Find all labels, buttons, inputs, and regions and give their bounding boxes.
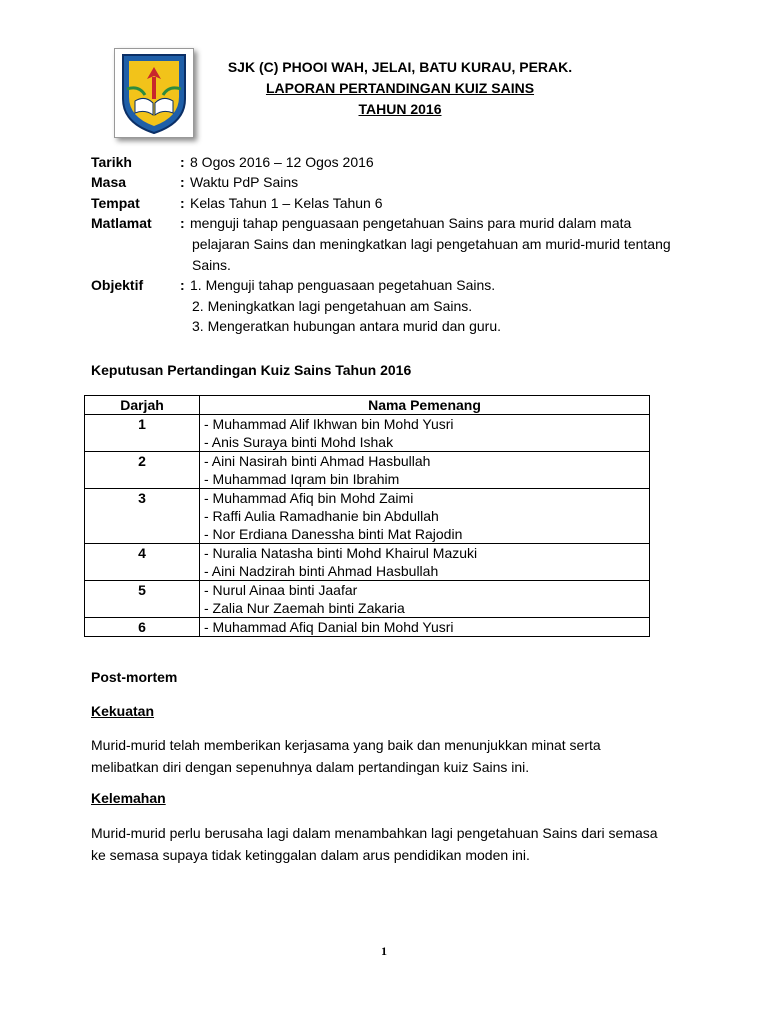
winner-name: - Anis Suraya binti Mohd Ishak [204,434,394,450]
names-cell [200,618,650,637]
colon: : [180,277,185,293]
names-cell [200,544,650,581]
postmortem-title: Post-mortem [91,669,178,685]
masa-label: Masa [91,174,127,190]
col-nama-pemenang: Nama Pemenang [200,396,650,415]
matlamat-label: Matlamat [91,215,152,231]
winner-name: - Raffi Aulia Ramadhanie bin Abdullah [204,508,439,524]
names-cell [200,581,650,618]
table-row [85,489,650,544]
winner-name: - Nor Erdiana Danessha binti Mat Rajodin [204,526,463,542]
school-logo-frame [114,48,194,138]
colon: : [180,154,185,170]
names-cell [200,452,650,489]
objektif-line-3: 3. Mengeratkan hubungan antara murid dan guru. [192,318,501,334]
darjah-cell: 1 [85,415,200,452]
kekuatan-title: Kekuatan [91,703,155,719]
tarikh-label: Tarikh [91,154,132,170]
matlamat-line-1: menguji tahap penguasaan pengetahuan Sains para murid dalam mata [190,215,632,231]
table-row [85,452,650,489]
winner-name: - Muhammad Afiq bin Mohd Zaimi [204,490,414,506]
objektif-line-1: 1. Menguji tahap penguasaan pegetahuan Sains. [190,277,496,293]
objektif-label: Objektif [91,277,144,293]
objektif-line-2: 2. Meningkatkan lagi pengetahuan am Sains. [192,298,473,314]
tempat-label: Tempat [91,195,140,211]
table-row [85,581,650,618]
kekuatan-line-1: Murid-murid telah memberikan kerjasama yang baik dan menunjukkan minat serta [91,737,601,753]
table-row [85,618,650,637]
kekuatan-line-2: melibatkan diri dengan sepenuhnya dalam pertandingan kuiz Sains ini. [91,759,530,775]
winner-name: - Nuralia Natasha binti Mohd Khairul Mazuki [204,545,478,561]
winner-name: - Nurul Ainaa binti Jaafar [204,582,358,598]
kelemahan-line-2: ke semasa supaya tidak ketinggalan dalam arus pendidikan moden ini. [91,847,530,863]
winner-name: - Muhammad Afiq Danial bin Mohd Yusri [204,619,454,635]
names-cell [200,415,650,452]
page-number: 1 [381,944,387,958]
darjah-cell: 4 [85,544,200,581]
results-title: Keputusan Pertandingan Kuiz Sains Tahun 2016 [91,362,412,378]
darjah-cell: 5 [85,581,200,618]
darjah-cell: 3 [85,489,200,544]
school-name: SJK (C) PHOOI WAH, JELAI, BATU KURAU, PERAK. [227,59,573,75]
colon: : [180,195,185,211]
winner-name: - Aini Nadzirah binti Ahmad Hasbullah [204,563,439,579]
school-crest-logo [115,49,193,137]
kelemahan-line-1: Murid-murid perlu berusaha lagi dalam menambahkan lagi pengetahuan Sains dari semasa [91,825,658,841]
darjah-cell: 6 [85,618,200,637]
tarikh-value: 8 Ogos 2016 – 12 Ogos 2016 [190,154,374,170]
winner-name: - Muhammad Alif Ikhwan bin Mohd Yusri [204,416,454,432]
winner-name: - Muhammad Iqram bin Ibrahim [204,471,400,487]
matlamat-line-3: Sains. [192,257,231,273]
darjah-cell: 2 [85,452,200,489]
col-darjah: Darjah [85,396,200,415]
winner-name: - Aini Nasirah binti Ahmad Hasbullah [204,453,431,469]
results-table [84,395,650,637]
winner-name: - Zalia Nur Zaemah binti Zakaria [204,600,405,616]
masa-value: Waktu PdP Sains [190,174,299,190]
table-header-row [85,396,650,415]
kelemahan-title: Kelemahan [91,790,166,806]
matlamat-line-2: pelajaran Sains dan meningkatkan lagi pengetahuan am murid-murid tentang [192,236,671,252]
report-year: TAHUN 2016 [358,101,442,117]
tempat-value: Kelas Tahun 1 – Kelas Tahun 6 [190,195,383,211]
names-cell [200,489,650,544]
table-row [85,544,650,581]
colon: : [180,174,185,190]
table-row [85,415,650,452]
report-title: LAPORAN PERTANDINGAN KUIZ SAINS [265,80,535,96]
colon: : [180,215,185,231]
